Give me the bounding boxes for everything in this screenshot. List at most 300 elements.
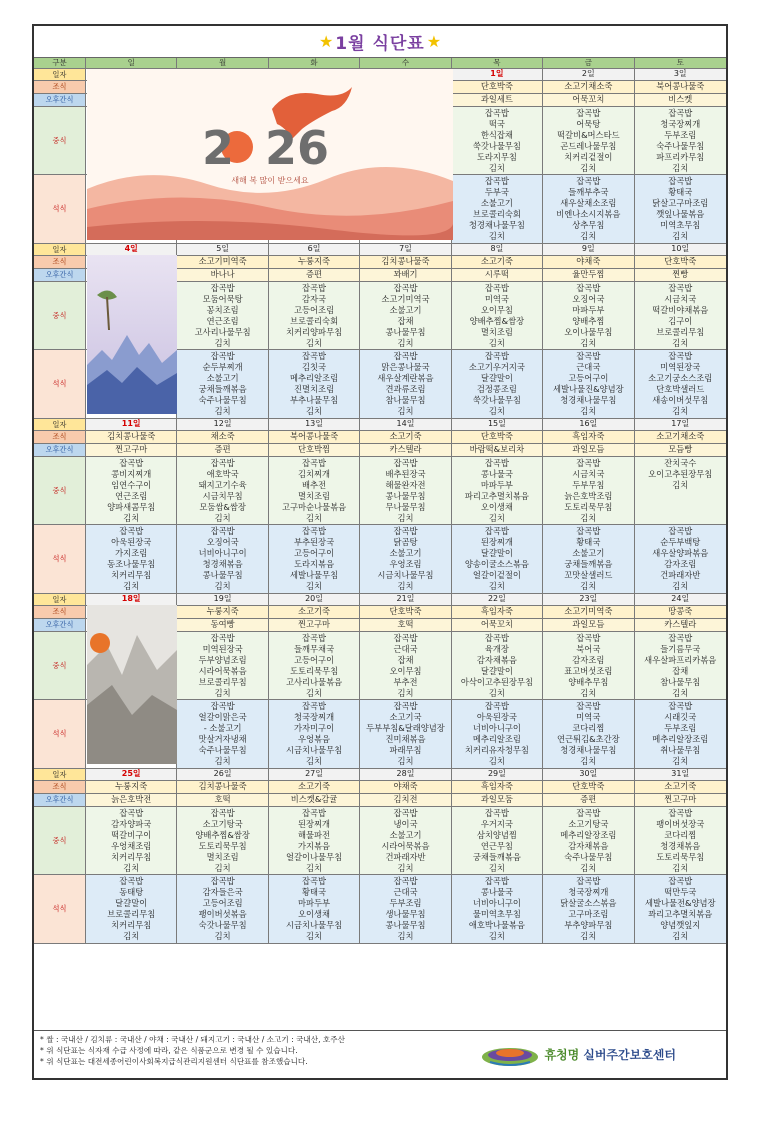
- dish: 잡곡밥: [668, 108, 693, 118]
- center-title: 실버주간보호센터: [583, 1047, 676, 1062]
- dish: 건파래자반: [385, 852, 426, 863]
- dish: 달걀말이: [480, 373, 513, 384]
- menu-cell: 카스텔라: [360, 444, 451, 456]
- dish: 닭살굴소스볶음: [560, 898, 617, 909]
- meal-cell: [269, 875, 360, 943]
- dish: 상추무침: [572, 220, 605, 231]
- dish: 들깨무채국: [294, 644, 335, 655]
- dish: 소불고기: [572, 548, 605, 559]
- dish: 마파두부: [572, 305, 605, 316]
- dish: 쑥갓나물무침: [472, 141, 521, 152]
- dish: 새송이버섯무침: [652, 395, 709, 406]
- dish: 아욱된장국: [476, 712, 517, 723]
- meal-cell: [269, 807, 360, 874]
- meal-cell: [360, 807, 451, 874]
- dish: 고등어구이: [294, 548, 335, 559]
- meal-cell: [360, 282, 451, 349]
- dish: 잡곡밥: [484, 351, 509, 361]
- row-label-dinner: 석식: [34, 525, 86, 593]
- dish: 잡채: [397, 316, 414, 327]
- dish: 김치: [672, 688, 689, 699]
- dish: 잡곡밥: [576, 701, 601, 711]
- dish: 오이생채: [480, 502, 513, 513]
- dish: 팽이버섯볶음: [198, 909, 247, 920]
- dish: 닭곰탕: [393, 537, 418, 548]
- dish: 김치: [488, 688, 505, 699]
- menu-cell: 북어콩나물죽: [635, 81, 726, 93]
- dish: 김치: [306, 688, 323, 699]
- dish: 떡갈비야채볶음: [652, 305, 709, 316]
- week-row-breakfast: [34, 781, 726, 794]
- date-cell: 9일: [543, 244, 634, 255]
- date-cell: 29일: [452, 769, 543, 780]
- week-row-snack: [34, 444, 726, 457]
- date-cell: 25일: [86, 769, 177, 780]
- menu-cell: 단호박죽: [543, 781, 634, 793]
- dish: 오이무침: [480, 305, 513, 316]
- dish: 고등어구이: [568, 373, 609, 384]
- menu-cell: 모듬빵: [635, 444, 726, 456]
- row-label-snack: 오후간식: [34, 794, 86, 806]
- dish: 모둠어묵탕: [202, 294, 243, 305]
- dish: 김치: [672, 931, 689, 942]
- dish: 김치: [580, 231, 597, 242]
- meal-cell: [177, 700, 268, 768]
- footer-note: * 위 식단표는 대전세종어린이사회복지급식관리지원센터 식단표를 참조했습니다.: [40, 1057, 308, 1066]
- dish: 팽이버섯장국: [656, 819, 705, 830]
- dish: 브로콜리숙회: [472, 209, 521, 220]
- dish: 김칫국: [302, 362, 327, 373]
- dish: 양념깻잎지: [660, 920, 701, 931]
- row-label-date: 일자: [34, 419, 86, 430]
- dish: 김치: [488, 581, 505, 592]
- dish: 황태국: [576, 537, 601, 548]
- dish: 콩나물국: [480, 887, 513, 898]
- dish: 메추리알장조림: [560, 830, 617, 841]
- dish: 콩나물무침: [385, 327, 426, 338]
- dish: 얼갈이겉절이: [472, 570, 521, 581]
- star-icon: ★: [318, 32, 334, 51]
- dish: 생나물무침: [385, 909, 426, 920]
- dish: 양파새콤무침: [107, 502, 156, 513]
- dish: 양배추무침: [568, 677, 609, 688]
- dish: 황태국: [668, 187, 693, 198]
- dish: 가지조림: [115, 548, 148, 559]
- dish: 늙은호박조림: [564, 491, 613, 502]
- dish: 닭살고구마조림: [652, 198, 709, 209]
- dish: 멸치조림: [298, 491, 331, 502]
- menu-cell: 늙은호박전: [86, 794, 177, 806]
- meal-cell: [86, 807, 177, 874]
- dish: 시라어묵볶음: [381, 841, 430, 852]
- meal-cell: [177, 632, 268, 699]
- dish: 멸치조림: [480, 327, 513, 338]
- dish: 잡곡밥: [484, 876, 509, 886]
- page-title: 1월 식단표: [335, 34, 425, 54]
- dish: 들깨부추국: [568, 187, 609, 198]
- dish: 브로콜리숙회: [290, 316, 339, 327]
- date-cell: 18일: [86, 594, 177, 605]
- dish: 잡곡밥: [668, 526, 693, 536]
- meal-cell: [635, 282, 726, 349]
- row-label-breakfast: 조식: [34, 81, 86, 93]
- dish: 얼갈이나물무침: [286, 852, 343, 863]
- menu-cell: 시루떡: [452, 269, 543, 281]
- dish: 잡곡밥: [576, 876, 601, 886]
- dish: 우거지국: [480, 819, 513, 830]
- menu-cell: 김치전: [360, 794, 451, 806]
- dish: 마파두부: [480, 480, 513, 491]
- dish: 도토리묵무침: [564, 502, 613, 513]
- dish: 취나물무침: [660, 745, 701, 756]
- dish: 김치찌개: [298, 469, 331, 480]
- dish: 잡곡밥: [210, 808, 235, 818]
- dish: 잡곡밥: [302, 876, 327, 886]
- dish: 잡곡밥: [393, 808, 418, 818]
- date-cell: 19일: [177, 594, 268, 605]
- menu-cell: 소고기채소죽: [543, 81, 634, 93]
- dish: 소고기탕국: [568, 819, 609, 830]
- dish: 파프리카무침: [656, 152, 705, 163]
- meal-cell: [269, 350, 360, 418]
- menu-cell: 어묵꼬치: [543, 94, 634, 106]
- dish: 청경채나물무침: [560, 395, 617, 406]
- menu-cell: 흑임자죽: [452, 606, 543, 618]
- dish: 도토리묵무침: [290, 666, 339, 677]
- dish: 소불고기: [389, 830, 422, 841]
- dish: 꼬맛살샐러드: [564, 570, 613, 581]
- dish: 감자조림: [664, 559, 697, 570]
- column-header: 화: [269, 58, 360, 68]
- menu-cell: 과일모듬: [543, 619, 634, 631]
- dish: 김치: [214, 931, 231, 942]
- dish: 콩나물무침: [385, 920, 426, 931]
- menu-cell: 채소죽: [177, 431, 268, 443]
- dish: 김치: [214, 581, 231, 592]
- dish: 김치: [397, 863, 414, 874]
- meal-cell: [635, 350, 726, 418]
- menu-cell: 과일세트: [452, 94, 543, 106]
- dish: 우엉볶음: [298, 734, 331, 745]
- menu-cell: 소고기죽: [269, 781, 360, 793]
- dish: 시금치무침: [202, 491, 243, 502]
- dish: 떡갈비구이: [111, 830, 152, 841]
- dish: 김치: [672, 480, 689, 491]
- menu-cell: 비스켓: [635, 94, 726, 106]
- new-year-art: [87, 69, 453, 240]
- meal-cell: [452, 350, 543, 418]
- dish: 청국장찌개: [294, 712, 335, 723]
- date-cell: 21일: [360, 594, 451, 605]
- dish: 얼갈이맑은국: [198, 712, 247, 723]
- dish: 치커리양파무침: [286, 327, 343, 338]
- dish: 부추된장국: [294, 537, 335, 548]
- dish: 김치: [672, 863, 689, 874]
- dish: 쑥갓나물무침: [472, 395, 521, 406]
- dish: 참나물무침: [385, 395, 426, 406]
- date-cell: 6일: [269, 244, 360, 255]
- dish: 김치: [672, 163, 689, 174]
- menu-grid: [34, 58, 726, 944]
- dish: 오이나물무침: [564, 327, 613, 338]
- dish: 잡곡밥: [302, 808, 327, 818]
- dish: 시금치국: [664, 294, 697, 305]
- dish: 진멸치조림: [294, 384, 335, 395]
- dish: 마파두부: [298, 898, 331, 909]
- dish: 오이무침: [389, 666, 422, 677]
- date-cell: 5일: [177, 244, 268, 255]
- column-header: 금: [543, 58, 634, 68]
- dish: 양송이굴소스볶음: [464, 559, 529, 570]
- meal-cell: [635, 107, 726, 174]
- dish: 청경채볶음: [202, 559, 243, 570]
- dish: 김치: [672, 756, 689, 767]
- dish: 잡곡밥: [393, 351, 418, 361]
- dish: 김치: [488, 863, 505, 874]
- dish: 청국장찌개: [660, 119, 701, 130]
- dish: 김치: [397, 513, 414, 524]
- dish: 견과류조림: [385, 384, 426, 395]
- meal-cell: [452, 282, 543, 349]
- date-cell: 4일: [86, 244, 177, 255]
- dish: 콩나물무침: [202, 570, 243, 581]
- dish: 숙주나물무침: [198, 395, 247, 406]
- dish: 새우살양파볶음: [652, 548, 709, 559]
- row-label-date: 일자: [34, 244, 86, 255]
- meal-cell: [543, 175, 634, 243]
- meal-cell: [452, 807, 543, 874]
- dish: 소불고기: [480, 198, 513, 209]
- dish: 김치: [580, 756, 597, 767]
- dish: 김치: [214, 338, 231, 349]
- dish: 가지볶음: [298, 841, 331, 852]
- dish: 시래깃국: [664, 712, 697, 723]
- dish: 북어국: [576, 644, 601, 655]
- dish: 떡만두국: [664, 887, 697, 898]
- week-row-snack: [34, 794, 726, 807]
- menu-cell: 소고기미역죽: [543, 606, 634, 618]
- row-label-date: 일자: [34, 769, 86, 780]
- dish: 한식잡채: [480, 130, 513, 141]
- dish: 순두부백탕: [660, 537, 701, 548]
- meal-cell: [543, 457, 634, 524]
- dish: 배추된장국: [385, 469, 426, 480]
- dish: 감자국: [302, 294, 327, 305]
- dish: 근대국: [576, 362, 601, 373]
- center-logo-icon: [480, 1042, 540, 1068]
- menu-cell: 누룽지죽: [177, 606, 268, 618]
- meal-cell: [543, 632, 634, 699]
- dish: 소고기우거지국: [468, 362, 525, 373]
- dish: 새우살계란볶음: [377, 373, 434, 384]
- dish: 파래무침: [389, 745, 422, 756]
- date-cell: 24일: [635, 594, 726, 605]
- dish: 건파래자반: [660, 570, 701, 581]
- date-cell: 23일: [543, 594, 634, 605]
- date-cell: 10일: [635, 244, 726, 255]
- row-label-lunch: 중식: [34, 457, 86, 524]
- menu-cell: 찐빵: [635, 269, 726, 281]
- dish: 브로콜리무침: [656, 327, 705, 338]
- dish: 배추전: [302, 480, 327, 491]
- dish: 잡곡밥: [484, 701, 509, 711]
- row-label-snack: 오후간식: [34, 619, 86, 631]
- dish: 잡곡밥: [302, 283, 327, 293]
- dish: 고등어구이: [294, 655, 335, 666]
- menu-cell: 김치콩나물죽: [177, 781, 268, 793]
- dish: 순두부찌개: [202, 362, 243, 373]
- dish: 숙주나물무침: [656, 141, 705, 152]
- dish: 김치: [306, 338, 323, 349]
- dish: 도라지볶음: [294, 559, 335, 570]
- meal-cell: [269, 282, 360, 349]
- date-cell: 15일: [452, 419, 543, 430]
- dish: 잡곡밥: [393, 458, 418, 468]
- dish: 애호박국: [206, 469, 239, 480]
- dish: 잡곡밥: [484, 633, 509, 643]
- date-cell: 7일: [360, 244, 451, 255]
- dish: 양배추찜&쌈장: [195, 830, 250, 841]
- dish: 잡곡밥: [210, 701, 235, 711]
- dish: 된장찌개: [480, 537, 513, 548]
- dish: 잡곡밥: [484, 526, 509, 536]
- menu-cell: 단호박찜: [269, 444, 360, 456]
- dish: 잡곡밥: [668, 283, 693, 293]
- dish: 소고기미역국: [381, 294, 430, 305]
- dish: 청경채나물무침: [560, 745, 617, 756]
- menu-cell: 호떡: [360, 619, 451, 631]
- dish: 잡곡밥: [576, 108, 601, 118]
- dish: 잡곡밥: [393, 701, 418, 711]
- dish: 치커리무침: [111, 570, 152, 581]
- meal-cell: [177, 282, 268, 349]
- dish: 시금치나물무침: [286, 920, 343, 931]
- dish: 오이고추된장무침: [648, 469, 713, 480]
- dish: 잔치국수: [664, 458, 697, 468]
- week-row-date: [34, 419, 726, 431]
- dish: 잡곡밥: [119, 526, 144, 536]
- dish: 떡국: [488, 119, 505, 130]
- dish: 해물완자전: [385, 480, 426, 491]
- dish: 세발나물무침: [290, 570, 339, 581]
- dish: 청경채볶음: [660, 841, 701, 852]
- meal-cell: [543, 875, 634, 943]
- dish: 김치: [397, 338, 414, 349]
- meal-cell: [86, 875, 177, 943]
- dish: 떡갈비&머스타드: [557, 130, 620, 141]
- menu-cell: 김치콩나물죽: [360, 256, 451, 268]
- dish: 우엉조림: [389, 559, 422, 570]
- dish: 양배추찜: [572, 316, 605, 327]
- dish: 김치: [488, 931, 505, 942]
- dish: 치커리겉절이: [564, 152, 613, 163]
- dish: 김치: [123, 513, 140, 524]
- meal-cell: [360, 875, 451, 943]
- dish: 꽁치조림: [206, 305, 239, 316]
- menu-cell: 꽈배기: [360, 269, 451, 281]
- week-row-breakfast: [34, 431, 726, 444]
- dish: 김치: [306, 406, 323, 417]
- dish: 삼치양념찜: [476, 830, 517, 841]
- dish: 김치: [488, 756, 505, 767]
- date-cell: 16일: [543, 419, 634, 430]
- star-icon: ★: [426, 32, 442, 51]
- meal-cell: [360, 525, 451, 593]
- row-label-breakfast: 조식: [34, 431, 86, 443]
- dish: 잡곡밥: [668, 351, 693, 361]
- dish: 잡곡밥: [484, 176, 509, 186]
- meal-cell: [269, 457, 360, 524]
- menu-cell: 율만두찜: [543, 269, 634, 281]
- meal-cell: [452, 875, 543, 943]
- dish: 김치: [214, 406, 231, 417]
- date-cell: 31일: [635, 769, 726, 780]
- dish: 새우살채소조림: [560, 198, 617, 209]
- dish: 시금치국: [572, 469, 605, 480]
- svg-text:26: 26: [265, 121, 330, 175]
- menu-cell: 야채죽: [543, 256, 634, 268]
- menu-cell: 어묵꼬치: [452, 619, 543, 631]
- dish: 콩비지찌개: [111, 469, 152, 480]
- date-cell: 28일: [360, 769, 451, 780]
- dish: 잡곡밥: [210, 526, 235, 536]
- dish: 시금치나물무침: [377, 570, 434, 581]
- dish: 두부무침: [572, 480, 605, 491]
- dish: 미역국: [576, 712, 601, 723]
- dish: 연근무침: [480, 841, 513, 852]
- row-label-dinner: 석식: [34, 700, 86, 768]
- menu-cell: 증편: [269, 269, 360, 281]
- meal-cell: [86, 525, 177, 593]
- dish: 소불고기: [206, 373, 239, 384]
- dish: 김치: [397, 756, 414, 767]
- dish: 파리고추멸치볶음: [464, 491, 529, 502]
- menu-cell: 소고기죽: [635, 781, 726, 793]
- dish: 잡곡밥: [119, 876, 144, 886]
- footer-note: * 위 식단표는 식자재 수급 사정에 따라, 같은 식품군으로 변경 될 수 있습니다.: [40, 1046, 298, 1055]
- dish: 물미역초무침: [472, 909, 521, 920]
- row-label-date: 일자: [34, 594, 86, 605]
- dish: 소불고기: [389, 305, 422, 316]
- dish: 연근튀김&초간장: [557, 734, 620, 745]
- dish: 김치: [580, 931, 597, 942]
- dish: 연근조림: [206, 316, 239, 327]
- dish: 김치: [306, 581, 323, 592]
- dish: 두부조림: [389, 898, 422, 909]
- dish: 코다리찜: [664, 830, 697, 841]
- meal-cell: [543, 350, 634, 418]
- dish: 잡곡밥: [576, 808, 601, 818]
- dish: 김치: [672, 406, 689, 417]
- dish: 맑은콩나물국: [381, 362, 430, 373]
- dish: 감자채볶음: [476, 655, 517, 666]
- menu-cell: 동여빵: [177, 619, 268, 631]
- dish: 잡곡밥: [576, 283, 601, 293]
- dish: 잡곡밥: [302, 526, 327, 536]
- dish: 청국장찌개: [568, 887, 609, 898]
- dish: 김치: [123, 581, 140, 592]
- row-label-breakfast: 조식: [34, 781, 86, 793]
- dish: 임연수구이: [111, 480, 152, 491]
- dish: 너비아니구이: [472, 898, 521, 909]
- dish: 미역초무침: [660, 220, 701, 231]
- dish: 오징어국: [572, 294, 605, 305]
- dish: 잡곡밥: [484, 108, 509, 118]
- dish: 잡곡밥: [393, 283, 418, 293]
- date-cell: 3일: [635, 69, 726, 80]
- header-row: [34, 58, 726, 69]
- dish: 어묵탕: [576, 119, 601, 130]
